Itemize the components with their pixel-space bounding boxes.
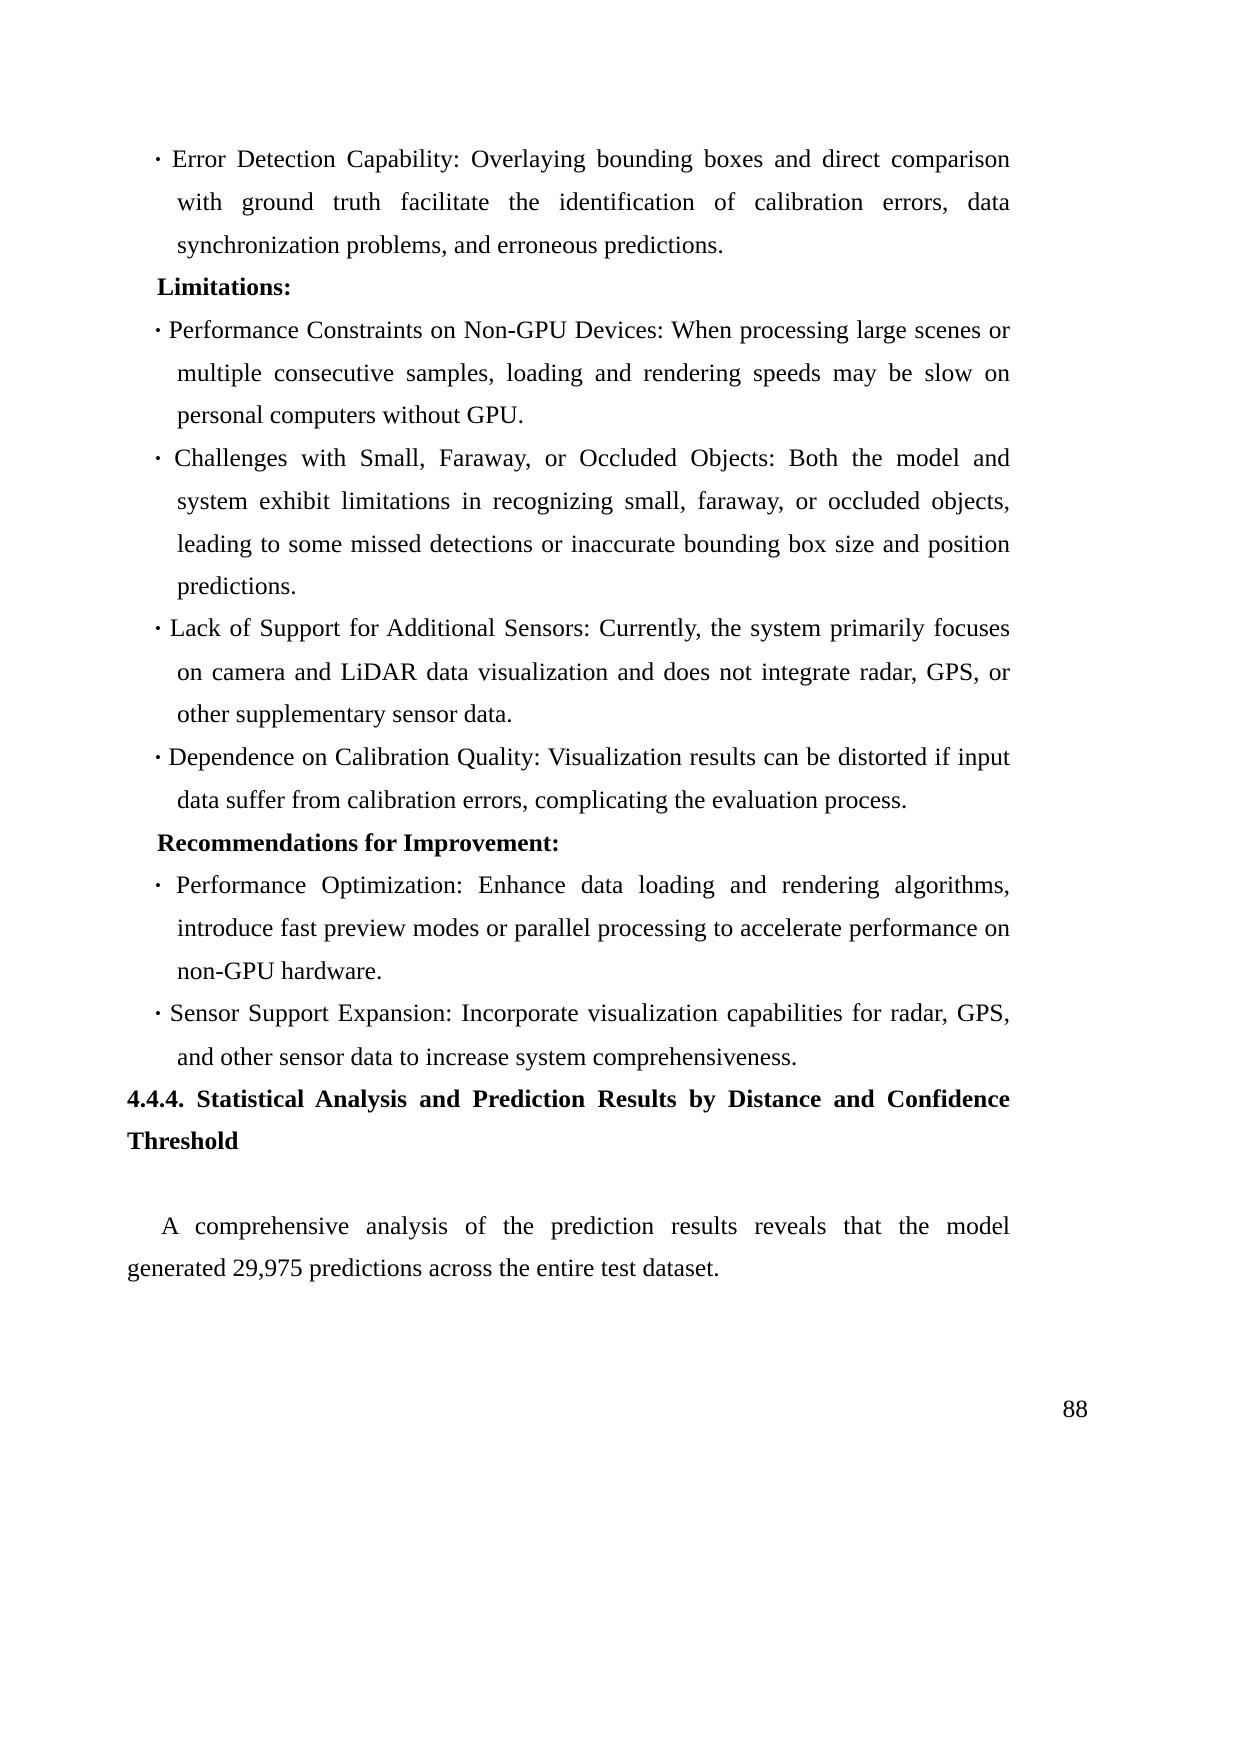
bullet-item-performance-constraints <box>155 309 1010 437</box>
bullet-icon: • <box>155 320 161 340</box>
bullet-text: Error Detection Capability: Overlaying bounding boxes and direct comparison with ground truth facilitate the identification of calibration errors, data synchronization problems, and erroneous predictions. <box>171 144 1010 259</box>
page-number: 88 <box>1062 1394 1088 1423</box>
bullet-item-error-detection <box>155 138 1010 266</box>
bullet-text: Performance Constraints on Non-GPU Devices: When processing large scenes or multiple consecutive samples, loading and rendering speeds may be slow on personal computers without GPU. <box>168 314 1010 430</box>
bullet-icon: • <box>155 747 161 767</box>
bullet-item-sensor-support-expansion <box>155 992 1010 1078</box>
bullet-item-calibration-quality <box>155 736 1010 822</box>
bullet-text: Lack of Support for Additional Sensors: Currently, the system primarily focuses on camera and LiDAR data visualization and does not integrate radar, GPS, or other supplementary sensor data. <box>169 613 1011 729</box>
bullet-icon: • <box>155 619 161 639</box>
bullet-text: Dependence on Calibration Quality: Visualization results can be distorted if input data suffer from calibration errors, complicating the evaluation process. <box>168 741 1011 815</box>
bullet-icon: • <box>155 150 161 169</box>
bullet-text: Challenges with Small, Faraway, or Occluded Objects: Both the model and system exhibit limitations in recognizing small, faraway, or occluded objects, leading to some missed detections or inaccurate bounding box size and position predictions. <box>174 442 1010 601</box>
section-number: 4.4.4. <box>127 1083 185 1113</box>
subheading-recommendations: Recommendations for Improvement: <box>157 827 560 857</box>
bullet-icon: • <box>155 875 161 895</box>
bullet-text: Performance Optimization: Enhance data loading and rendering algorithms, introduce fast preview modes or parallel processing to accelerate performance on non-GPU hardware. <box>176 869 1011 985</box>
page-content <box>127 138 1011 1290</box>
bullet-text: Sensor Support Expansion: Incorporate visualization capabilities for radar, GPS, and other sensor data to increase system comprehensiveness. <box>169 998 1010 1071</box>
section-title: Statistical Analysis and Prediction Results by Distance and Confidence Threshold <box>127 1083 1010 1156</box>
paragraph-prediction-summary: A comprehensive analysis of the prediction results reveals that the model generated 29,975 predictions across the entire test dataset. <box>127 1210 1010 1283</box>
bullet-item-performance-optimization <box>155 864 1010 992</box>
bullet-icon: • <box>155 448 161 468</box>
bullet-item-small-faraway-occluded <box>155 437 1010 608</box>
bullet-icon: • <box>155 1004 161 1024</box>
bullet-item-additional-sensors <box>155 607 1010 735</box>
section-heading-4-4-4 <box>127 1078 1010 1163</box>
subheading-limitations: Limitations: <box>157 272 292 302</box>
